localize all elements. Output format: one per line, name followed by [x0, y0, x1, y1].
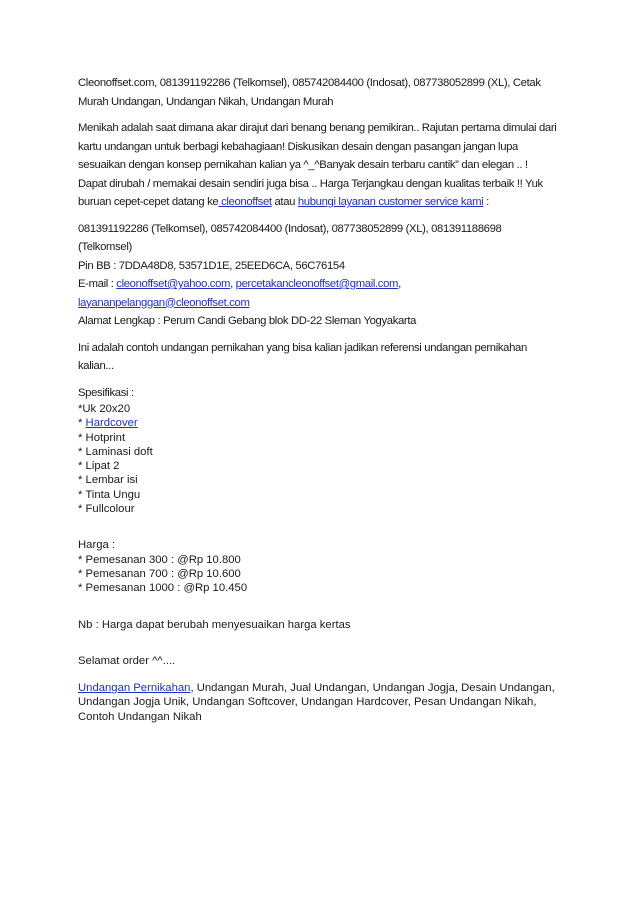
tags-text: , Undangan Murah, Jual Undangan, Undangan Jogja, Desain Undangan, Undangan Jogja Unik, Undangan Softcover, Undangan Hardcover, Pesan Undangan Nikah, Contoh Undangan Nikah: [78, 682, 555, 723]
intro-paragraph: [78, 119, 558, 212]
spec-size: *Uk 20x20: [78, 403, 131, 415]
tags-paragraph: [78, 681, 558, 724]
customer-service-link[interactable]: hubungi layanan customer service kami: [297, 196, 484, 208]
spec-item: * Hotprint: [78, 431, 126, 444]
contact-address: Alamat Lengkap : Perum Candi Gebang blok DD-22 Sleman Yogyakarta: [78, 315, 417, 327]
cleonoffset-link[interactable]: cleonoffset: [218, 196, 272, 208]
spec-hardcover: [78, 416, 558, 430]
closing-text: Selamat order ^^....: [78, 654, 176, 667]
specs-heading: Spesifikasi :: [78, 386, 134, 399]
contact-phones: 081391192286 (Telkomsel), 085742084400 (Indosat), 087738052899 (XL), 081391188698 (Telkomsel): [78, 222, 502, 253]
contact-block: [78, 220, 558, 331]
price-item: * Pemesanan 700 : @Rp 10.600: [78, 567, 241, 580]
price-item: * Pemesanan 300 : @Rp 10.800: [78, 553, 241, 566]
spec-item: * Lembar isi: [78, 474, 138, 487]
contact-pin: Pin BB : 7DDA48D8, 53571D1E, 25EED6CA, 56C76154: [78, 259, 345, 272]
price-note: Nb : Harga dapat berubah menyesuaikan harga kertas: [78, 618, 351, 631]
contact-email-line2: [78, 294, 558, 313]
spec-item: * Laminasi doft: [78, 445, 153, 458]
intro-text: Menikah adalah saat dimana akar dirajut dari benang benang pemikiran.. Rajutan pertama dimulai dari kartu undangan untuk berbagi kebahagiaan! Diskusikan desain dengan pasangan jangan lupa sesuaikan dengan konsep pernikahan kalian ya ^_^Banyak desain terbaru cantik” dan elegan .. ! Dapat dirubah / memakai desain sendiri juga bisa .. Harga Terjangkau dengan kualitas terbaik !! Yuk buruan cepet-cepet datang ke: [78, 122, 557, 208]
pricing-block: [78, 538, 558, 595]
pricing-heading: Harga :: [78, 539, 116, 552]
hardcover-link[interactable]: Hardcover: [85, 417, 138, 430]
email-gmail-link[interactable]: percetakancleonoffset@gmail.com: [235, 278, 399, 290]
example-paragraph: Ini adalah contoh undangan pernikahan yang bisa kalian jadikan referensi undangan pernikahan kalian...: [78, 341, 527, 372]
spec-item: * Fullcolour: [78, 503, 135, 516]
price-item: * Pemesanan 1000 : @Rp 10.450: [78, 582, 248, 595]
email-yahoo-link[interactable]: cleonoffset@yahoo.com: [116, 278, 231, 290]
title-line: Cleonoffset.com, 081391192286 (Telkomsel), 085742084400 (Indosat), 087738052899 (XL), Cetak Murah Undangan, Undangan Nikah, Undangan Murah: [78, 77, 541, 108]
specs-list: [78, 402, 558, 516]
contact-email: [78, 275, 558, 294]
email-separator: ,: [230, 278, 236, 290]
email-layanan-link[interactable]: layananpelanggan@cleonoffset.com: [78, 296, 250, 309]
email-label: E-mail :: [78, 278, 117, 290]
undangan-pernikahan-link[interactable]: Undangan Pernikahan: [78, 682, 191, 695]
intro-mid: atau: [271, 196, 298, 208]
document-page: [78, 74, 558, 724]
spec-item: * Tinta Ungu: [78, 488, 141, 501]
spec-item: * Lipat 2: [78, 460, 120, 473]
intro-end: :: [483, 196, 489, 208]
spec-bullet: *: [78, 417, 86, 430]
email-comma: ,: [398, 278, 401, 290]
